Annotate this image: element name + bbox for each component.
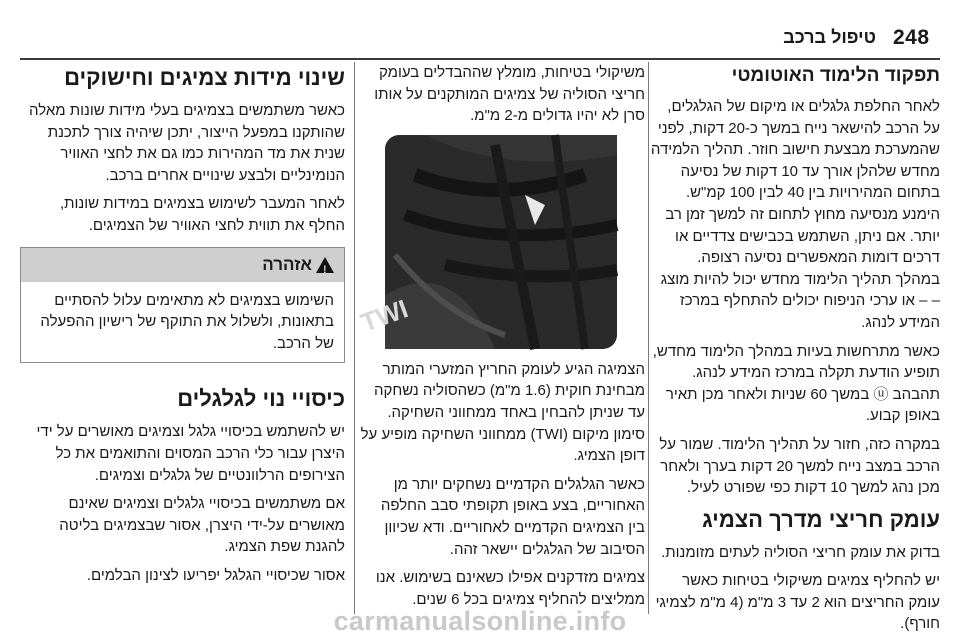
warning-title: אזהרה [262,254,312,274]
running-head: טיפול ברכב [783,27,876,47]
paragraph: צמיגים מזדקנים אפילו כשאינם בשימוש. אנו ממליצים להחליף צמיגים בכל 6 שנים. [375,569,645,608]
right-column [650,62,940,642]
paragraph: בדוק את עומק חריצי הסוליה לעתים מזומנות. [661,543,940,561]
page-number: 248 [893,26,930,49]
paragraph: אם משתמשים בכיסויי גלגלים וצמיגים שאינם מאושרים על-ידי היצרן, אסור שבצמיגים בליטה להגנת שפת הצמיג. [59,495,345,556]
page-header [0,22,960,58]
column-divider [648,62,649,614]
section-heading-wheel-covers: כיסויי נוי לגלגלים [177,386,345,412]
left-column [20,62,345,594]
tire-tread-illustration [356,135,617,349]
warning-triangle-icon [316,257,334,273]
section-heading-tread-depth: עומק חריצי מדרך הצמיג [702,506,940,532]
middle-column [356,62,645,617]
twi-label: TWI [356,293,412,338]
section-heading-size-change: שינוי מידות צמיגים וחישוקים [64,65,345,90]
paragraph: הצמיגה הגיע לעומק החריץ המזערי המותר מבחינת חוקית (1.6 מ"מ) כשהסוליה נשחקה עד שניתן להבחין באחד ממחווני השחיקה. סימון מיקום (TWI) ממחווני השחיקה מופיע על דופן הצמיג. [360,360,645,465]
header-rule [20,58,940,60]
paragraph: כאשר מתרחשות בעיות במהלך הלימוד מחדש, תופיע הודעת תקלה במרכז המידע לנהג. תהבהב ⓤ במשך 60 שניות ולאחר מכן תאיר באופן קבוע. [652,342,940,425]
column-divider [354,62,355,614]
paragraph: משיקולי בטיחות, מומלץ שההבדלים בעומק חריצי הסוליה של צמיגים המותקנים על אותו סרן לא יהיו גדולים מ-2 מ"מ. [374,64,645,125]
warning-box [20,247,345,364]
warning-body: השימוש בצמיגים לא מתאימים עלול להסתיים בתאונות, ולשלול את התוקף של רישיון ההפעלה של הרכב. [40,291,334,352]
warning-header [21,248,344,282]
paragraph: לאחר המעבר לשימוש בצמיגים במידות שונות, החלף את תווית לחצי האוויר של הצמיגים. [60,195,345,234]
section-heading-auto-learn: תפקוד הלימוד האוטומטי [731,65,940,86]
paragraph: כאשר משתמשים בצמיגים בעלי מידות שונות מאלה שהותקנו במפעל הייצור, יתכן שיהיה צורך לתכנת שנית את מד המהירות כמו גם את לחצי האוויר הנומינליים ולבצע שינויים אחרים ברכב. [28,102,345,184]
paragraph: יש להשתמש בכיסויי גלגל וצמיגים מאושרים על ידי היצרן עבור כלי הרכב המסוים והתואמים את כל הצירופים הרלוונטיים של גלגלים וצמיגים. [36,423,345,484]
paragraph: כאשר הגלגלים הקדמיים נשחקים יותר מן האחוריים, בצע באופן תקופתי סבב החלפה בין הצמיגים הקדמיים לאחוריים. ודא שכיוון הסיבוב של הגלגלים יישאר זהה. [380,475,645,558]
paragraph: אסור שכיסויי הגלגל יפריעו לצינון הבלמים. [86,566,345,584]
paragraph: במקרה כזה, חזור על תהליך הלימוד. שמור על הרכב במצב נייח למשך 20 דקות בערך ולאחר מכן נהג למשך 10 דקות כפי שפורט לעיל. [659,435,940,497]
paragraph: יש להחליף צמיגים משיקולי בטיחות כאשר עומק החריצים הוא 2 עד 3 מ"מ (4 מ"מ לצמיגי חורף). [655,572,940,633]
watermark: carmanualsonline.info [333,606,627,636]
paragraph: לאחר החלפת גלגלים או מיקום של הגלגלים, על הרכב להישאר נייח במשך כ-20 דקות, לפני שהמערכת מבצעת חישוב חוזר. תהליך הלמידה מחדש שלהלן אורך עד 10 דקות של נסיעה בתחום המהירויות בין 40 לבין 100 קמ"ש. הימנע מנסיעה מחוץ לתחום זה למשך זמן רב יותר. אם ניתן, השתמש בכבישים צדדיים או דרכים דומות המאפשרים נסיעה רצופה. במהלך תהליך הלימוד מחדש יכול להיות מוצג – – או ערכי הניפוח יכולים להתחלף במרכז המידע לנהג. [650,98,940,331]
